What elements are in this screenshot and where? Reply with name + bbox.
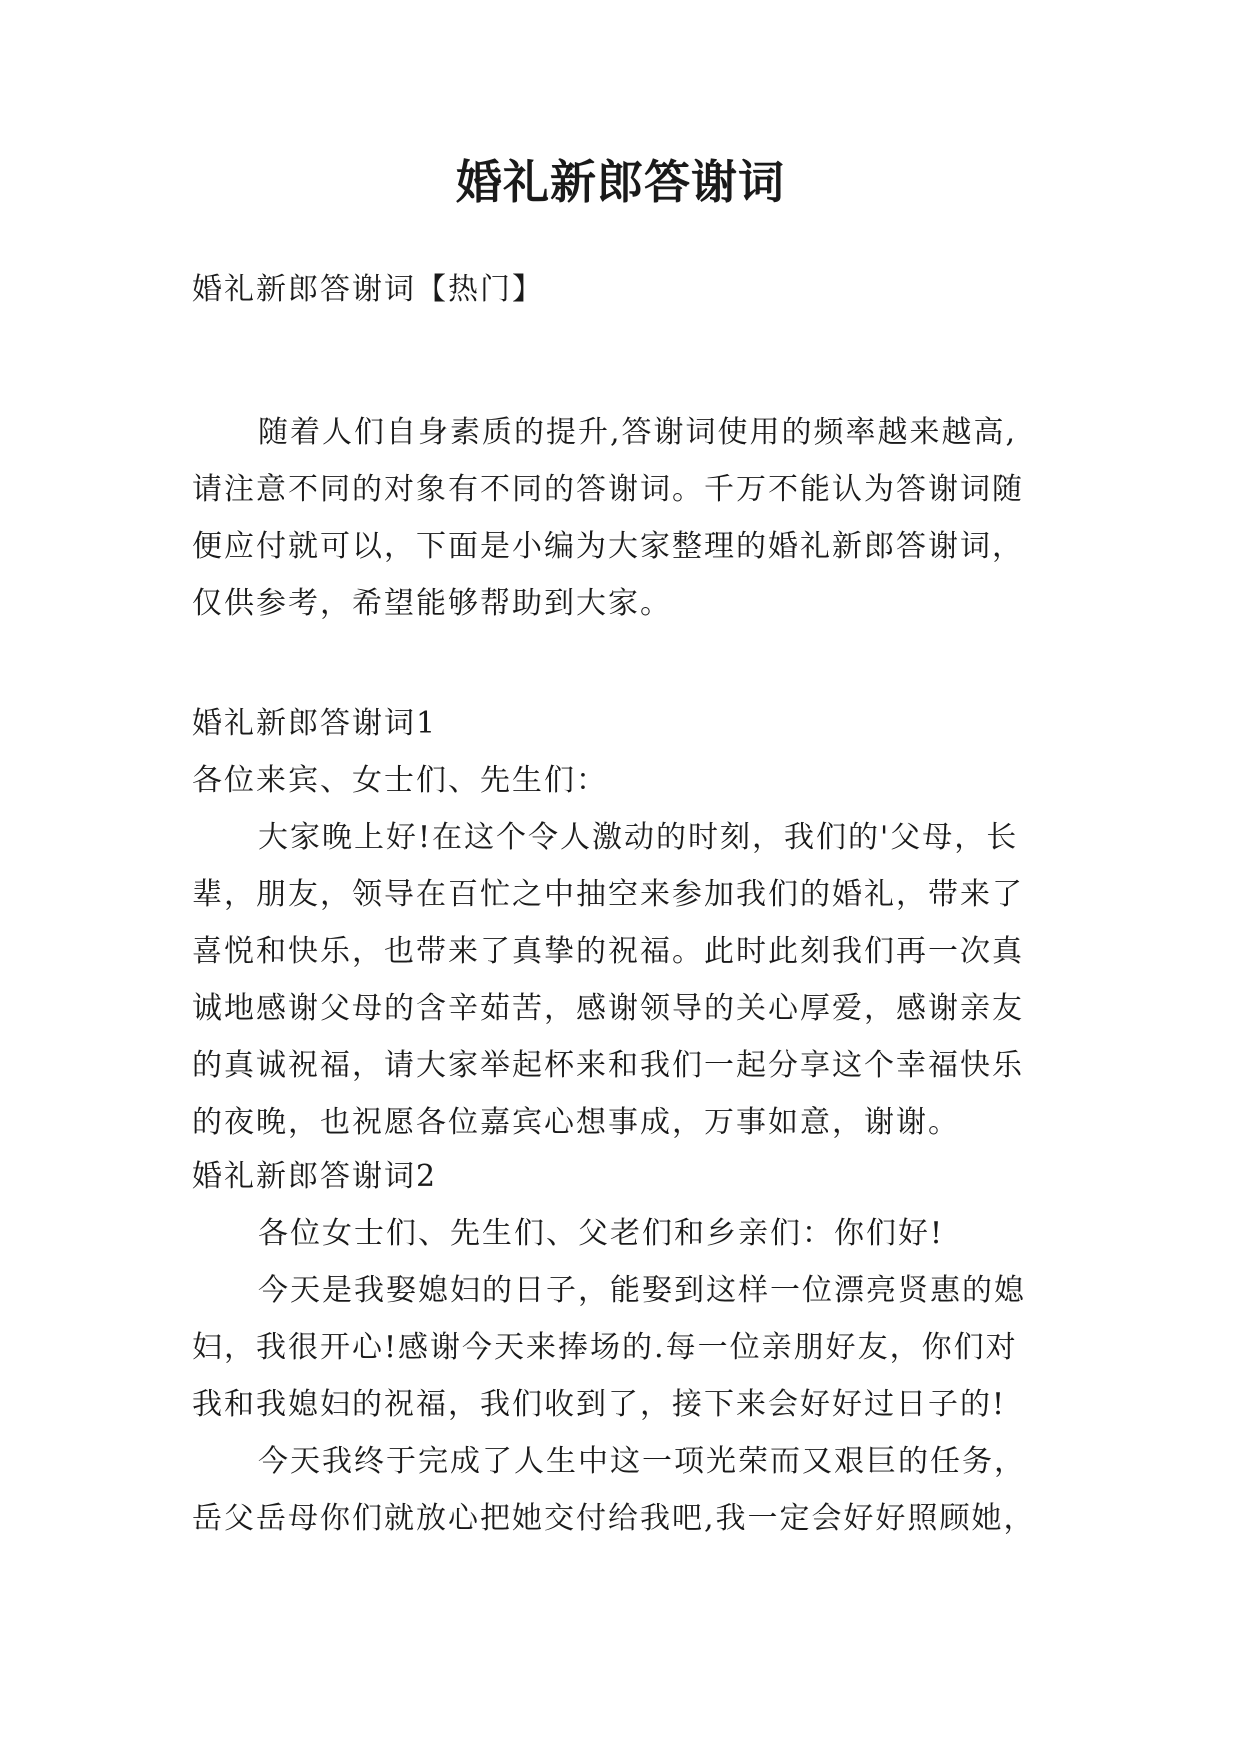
subtitle-line: 婚礼新郎答谢词【热门】	[192, 272, 544, 307]
speech-2-line: 岳父岳母你们就放心把她交付给我吧,我一定会好好照顾她，	[192, 1501, 1036, 1536]
intro-line: 仅供参考，希望能够帮助到大家。	[192, 586, 672, 621]
speech-2-heading: 婚礼新郎答谢词2	[192, 1159, 438, 1194]
intro-paragraph	[192, 404, 1062, 632]
intro-line: 随着人们自身素质的提升,答谢词使用的频率越来越高,	[258, 415, 1018, 450]
speech-1-line: 辈，朋友，领导在百忙之中抽空来参加我们的婚礼，带来了	[192, 877, 1024, 912]
speech-1-line: 喜悦和快乐，也带来了真挚的祝福。此时此刻我们再一次真	[192, 934, 1024, 969]
speech-2-section	[192, 1148, 1062, 1547]
speech-1-greeting: 各位来宾、女士们、先生们：	[192, 763, 608, 798]
document-subtitle	[192, 261, 1062, 318]
speech-2-line: 我和我媳妇的祝福，我们收到了，接下来会好好过日子的!	[192, 1387, 1007, 1422]
speech-1-section	[192, 695, 1062, 1151]
speech-2-line: 今天我终于完成了人生中这一项光荣而又艰巨的任务，	[258, 1444, 1026, 1479]
speech-1-line: 的夜晚，也祝愿各位嘉宾心想事成，万事如意，谢谢。	[192, 1105, 960, 1140]
speech-1-heading: 婚礼新郎答谢词1	[192, 706, 438, 741]
speech-2-line: 各位女士们、先生们、父老们和乡亲们：你们好!	[258, 1216, 945, 1251]
speech-1-line: 的真诚祝福，请大家举起杯来和我们一起分享这个幸福快乐	[192, 1048, 1024, 1083]
speech-2-line: 妇，我很开心!感谢今天来捧场的.每一位亲朋好友，你们对	[192, 1330, 1018, 1365]
speech-2-line: 今天是我娶媳妇的日子，能娶到这样一位漂亮贤惠的媳	[258, 1273, 1026, 1308]
intro-line: 便应付就可以，下面是小编为大家整理的婚礼新郎答谢词，	[192, 529, 1024, 564]
speech-1-line: 大家晚上好!在这个令人激动的时刻，我们的'父母，长	[258, 820, 1019, 855]
speech-1-line: 诚地感谢父母的含辛茹苦，感谢领导的关心厚爱，感谢亲友	[192, 991, 1024, 1026]
intro-line: 请注意不同的对象有不同的答谢词。千万不能认为答谢词随	[192, 472, 1024, 507]
document-title: 婚礼新郎答谢词	[456, 155, 785, 209]
